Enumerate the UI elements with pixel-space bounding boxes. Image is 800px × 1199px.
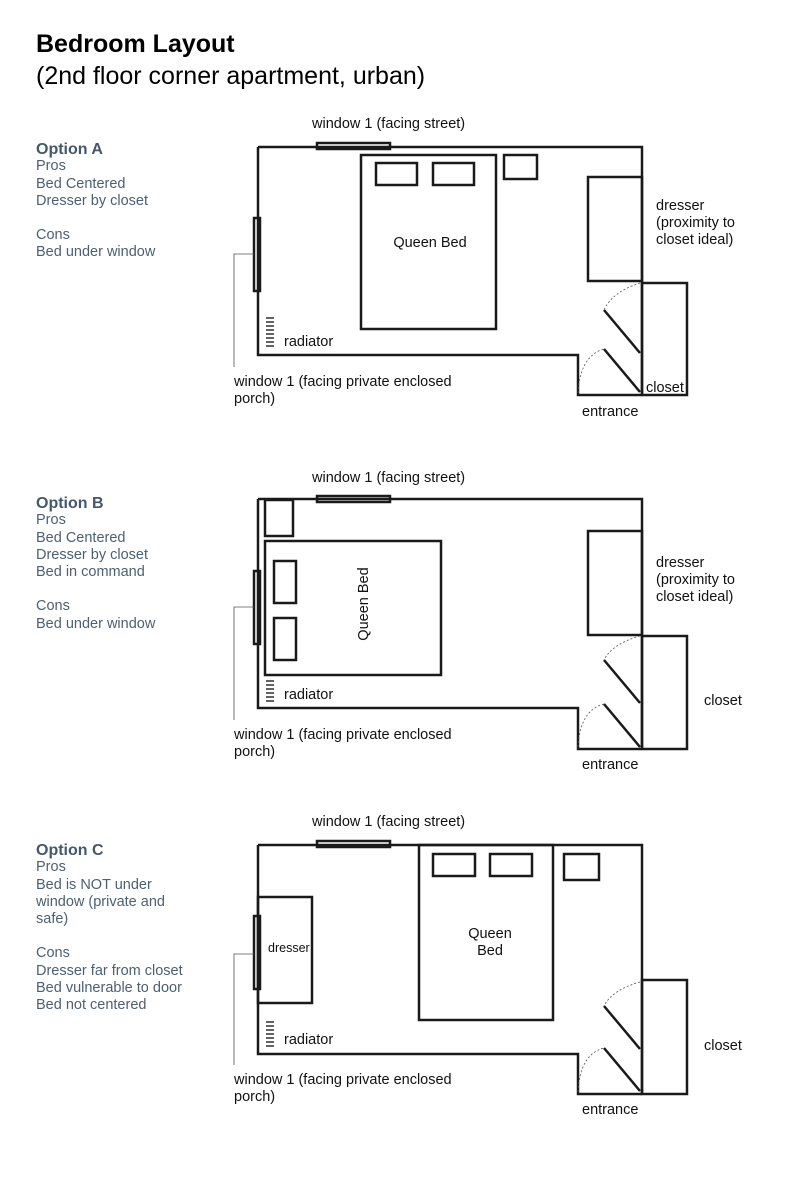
- door-swing: [578, 349, 604, 393]
- radiator-icon: [266, 1022, 274, 1046]
- dresser-label: dresser: [656, 555, 705, 571]
- nightstand: [265, 500, 293, 536]
- option-a-title: Option A: [36, 141, 103, 158]
- dresser: [588, 531, 642, 635]
- option-c-pro-item: safe): [36, 911, 69, 928]
- pillow: [433, 854, 475, 876]
- pillow: [433, 163, 474, 185]
- dresser-label: dresser: [268, 941, 310, 955]
- porch-window-label: window 1 (facing private enclosed: [234, 727, 452, 743]
- room-walls: [258, 499, 642, 749]
- dresser-label: (proximity to: [656, 572, 735, 588]
- dresser-label: dresser: [656, 198, 705, 214]
- option-a-pro-item: Bed Centered: [36, 175, 126, 192]
- closet: [642, 636, 687, 749]
- option-c-pro-item: window (private and: [36, 893, 165, 910]
- option-c-con-item: Dresser far from closet: [36, 962, 183, 979]
- closet: [642, 283, 687, 395]
- option-a-cons-label: Cons: [36, 227, 70, 244]
- porch-window-label: porch): [234, 1089, 276, 1105]
- street-window-label: window 1 (facing street): [312, 470, 466, 486]
- door-swing: [604, 283, 640, 310]
- door: [604, 1048, 640, 1091]
- entrance-label: entrance: [582, 404, 639, 420]
- door-swing: [578, 704, 604, 747]
- closet-label: closet: [704, 693, 742, 709]
- entrance-label: entrance: [582, 1102, 639, 1118]
- porch-window-label: window 1 (facing private enclosed: [234, 1072, 452, 1088]
- dresser-label: closet ideal): [656, 232, 734, 248]
- bed-label: Bed: [477, 943, 503, 959]
- door-swing: [604, 982, 640, 1006]
- option-c-con-item: Bed not centered: [36, 997, 147, 1014]
- page-subtitle: (2nd floor corner apartment, urban): [36, 62, 426, 90]
- dresser: [588, 177, 642, 281]
- nightstand: [564, 854, 599, 880]
- porch-window-label: porch): [234, 391, 276, 407]
- option-c-con-item: Bed vulnerable to door: [36, 980, 182, 997]
- pillow: [490, 854, 532, 876]
- radiator-icon: [266, 318, 274, 346]
- leader-line: [234, 254, 254, 367]
- option-a-con-item: Bed under window: [36, 244, 156, 261]
- closet-label: closet: [704, 1038, 742, 1054]
- option-c-cons-label: Cons: [36, 945, 70, 962]
- radiator-label: radiator: [284, 334, 334, 350]
- leader-line: [234, 954, 254, 1065]
- street-window-label: window 1 (facing street): [312, 814, 466, 830]
- door: [604, 1006, 640, 1049]
- pillow: [274, 561, 296, 603]
- option-b-pro-item: Bed Centered: [36, 529, 126, 546]
- door: [604, 310, 640, 353]
- option-b-title: Option B: [36, 495, 104, 512]
- pillow: [274, 618, 296, 660]
- radiator-label: radiator: [284, 687, 334, 703]
- radiator-icon: [266, 681, 274, 701]
- door: [604, 349, 640, 392]
- dresser-label: (proximity to: [656, 215, 735, 231]
- bed-label: Queen Bed: [356, 567, 372, 641]
- option-a-floorplan: [0, 110, 800, 420]
- option-a-pro-item: Dresser by closet: [36, 192, 149, 209]
- door-swing: [604, 636, 640, 660]
- option-b-pro-item: Bed in command: [36, 564, 145, 581]
- door: [604, 704, 640, 747]
- option-a-pros-label: Pros: [36, 158, 66, 175]
- bed-label: Queen: [468, 926, 512, 942]
- page-title: Bedroom Layout: [36, 30, 235, 58]
- street-window-label: window 1 (facing street): [312, 116, 466, 132]
- option-b-pros-label: Pros: [36, 512, 66, 529]
- room-walls: [258, 845, 642, 1094]
- dresser-label: closet ideal): [656, 589, 734, 605]
- porch-window-label: porch): [234, 744, 276, 760]
- option-b-cons-label: Cons: [36, 598, 70, 615]
- closet: [642, 980, 687, 1094]
- option-b-floorplan: [0, 464, 800, 774]
- porch-window-label: window 1 (facing private enclosed: [234, 374, 452, 390]
- door-swing: [578, 1048, 604, 1092]
- pillow: [376, 163, 417, 185]
- option-c-floorplan: [0, 810, 800, 1120]
- bed-label: Queen Bed: [393, 235, 467, 251]
- entrance-label: entrance: [582, 757, 639, 773]
- option-b-con-item: Bed under window: [36, 615, 156, 632]
- nightstand: [504, 155, 537, 179]
- option-c-title: Option C: [36, 842, 104, 859]
- option-c-pros-label: Pros: [36, 859, 66, 876]
- radiator-label: radiator: [284, 1032, 334, 1048]
- door: [604, 660, 640, 703]
- leader-line: [234, 607, 254, 720]
- closet-label: closet: [646, 380, 684, 396]
- option-c-pro-item: Bed is NOT under: [36, 876, 152, 893]
- option-b-pro-item: Dresser by closet: [36, 546, 149, 563]
